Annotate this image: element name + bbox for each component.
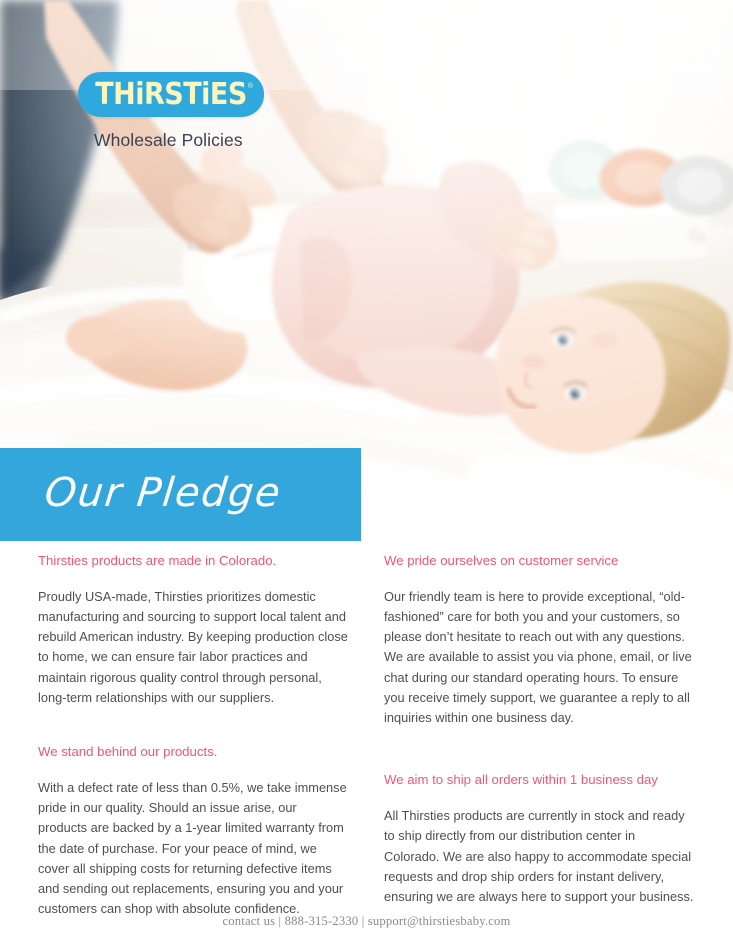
brand-header <box>78 72 338 151</box>
registered-trademark-icon: ® <box>247 83 253 90</box>
policy-heading-made-in-colorado: Thirsties products are made in Colorado. <box>38 553 277 568</box>
logo-wordmark-text: THiRSTiES <box>95 77 247 112</box>
policy-heading-stand-behind-products: We stand behind our products. <box>38 744 218 760</box>
column-spacer <box>38 733 348 743</box>
policy-heading-shipping-time: We aim to ship all orders within 1 business day <box>384 772 658 788</box>
page-title: Wholesale Policies <box>94 130 243 150</box>
footer-contact-line[interactable]: contact us | 888-315-2330 | support@thirstiesbaby.com <box>222 914 511 928</box>
page-footer <box>0 914 733 929</box>
policy-body-customer-service: Our friendly team is here to provide exceptional, “old-fashioned” care for both you and your customers, so please don’t hesitate to reach out with any questions. We are available to assist you via phone, email, or live chat during our standard operating hours. To ensure you receive timely support, we guarantee a reply to all inquiries within one business day. <box>384 588 692 726</box>
column-spacer <box>384 753 694 771</box>
policy-heading-customer-service: We pride ourselves on customer service <box>384 553 619 568</box>
policy-body-shipping-time: All Thirsties products are currently in stock and ready to ship directly from our distribution center in Colorado. We are also happy to accommodate special requests and drop ship orders for instant delivery, ensuring we are always here to support your business. <box>384 808 694 905</box>
our-pledge-title: Our Pledge <box>42 469 284 516</box>
thirsties-logo[interactable] <box>78 72 264 117</box>
left-policy-column <box>38 552 348 919</box>
policy-body-made-in-colorado: Proudly USA-made, Thirsties prioritizes domestic manufacturing and sourcing to support local talent and rebuild American industry. By keeping production close to home, we can ensure fair labor practices and maintain rigorous quality control through personal, long-term relationships with our suppliers. <box>38 588 348 705</box>
policy-body-stand-behind-products: With a defect rate of less than 0.5%, we take immense pride in our quality. Should an issue arise, our products are backed by a 1-year limited warranty from the date of purchase. For your peace of mind, we cover all shipping costs for returning defective items and sending out replacements, ensuring you and your customers can shop with absolute confidence. <box>38 779 347 917</box>
right-policy-column <box>384 552 694 919</box>
policies-content <box>0 552 733 919</box>
our-pledge-banner <box>0 448 361 541</box>
